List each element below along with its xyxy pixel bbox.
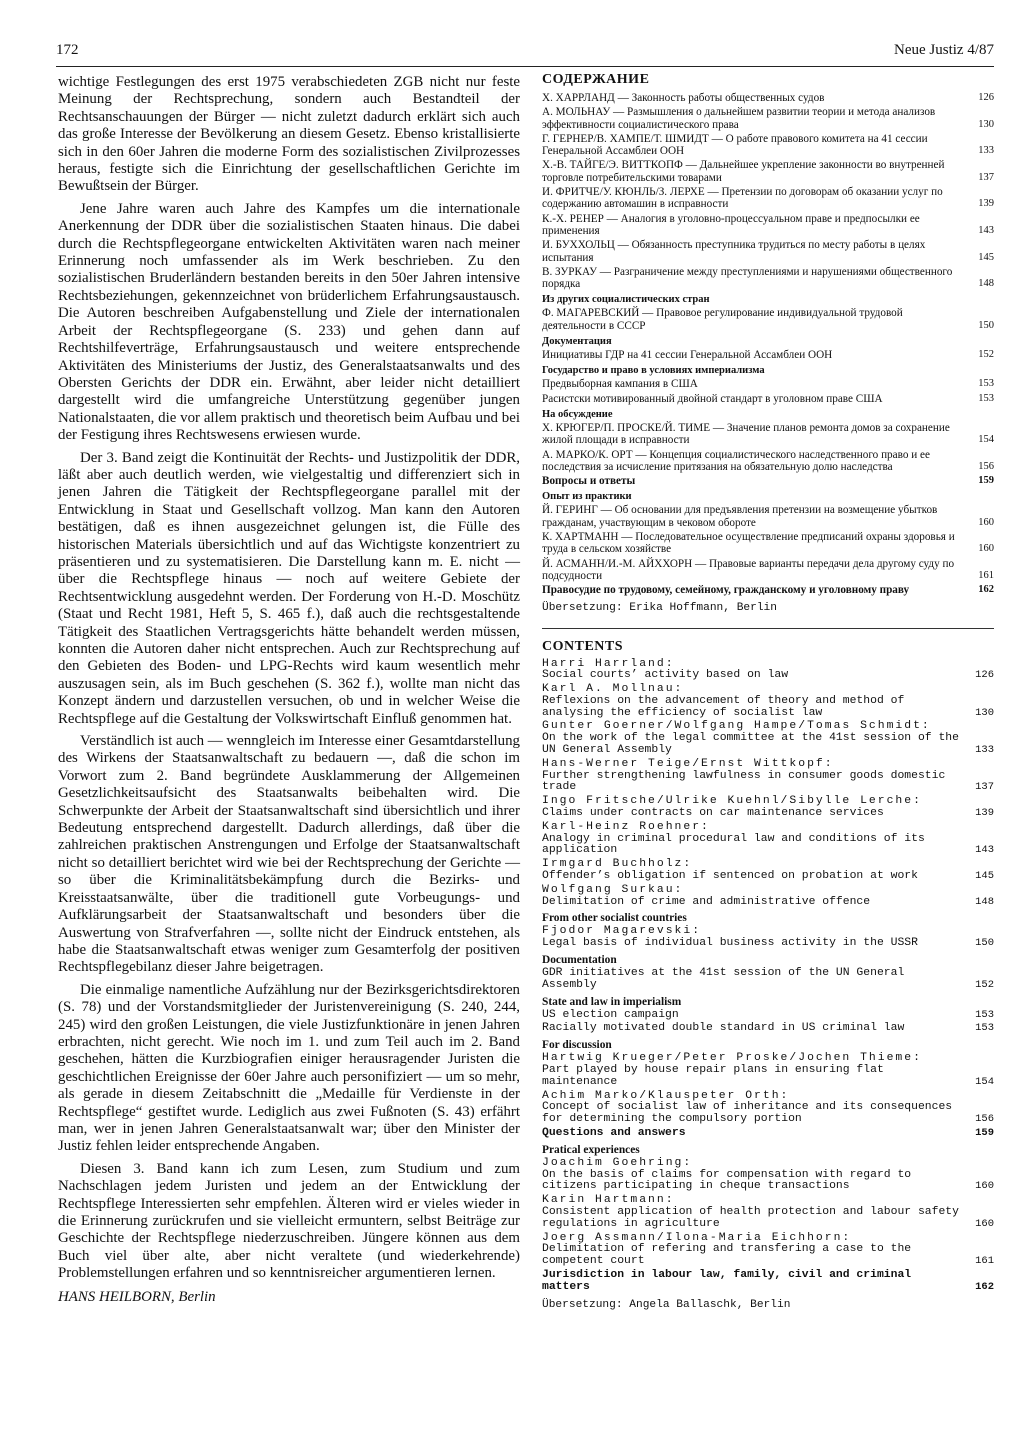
contents-entry-page: 139 (975, 807, 994, 820)
contents-entry (542, 186, 994, 211)
contents-entry-page: 133 (978, 145, 994, 157)
contents-entry-page: 160 (975, 1180, 994, 1193)
contents-entry-author: Joachim Goehring: (542, 1156, 693, 1169)
contents-entry (542, 684, 994, 719)
contents-entry-page: 156 (975, 1113, 994, 1126)
section-divider (542, 628, 994, 629)
contents-entry-title: Расистски мотивированный двойной стандарт в уголовном праве США (542, 392, 883, 405)
contents-entry-title: Racially motivated double standard in US criminal law (542, 1022, 905, 1035)
contents-entry-page: 137 (975, 781, 994, 794)
contents-entry (542, 1158, 994, 1193)
contents-entry (542, 378, 994, 390)
contents-entry (542, 859, 994, 883)
english-contents-list (542, 659, 994, 1294)
contents-entry-page: 150 (978, 319, 994, 331)
contents-entry (542, 531, 994, 556)
contents-entry (542, 159, 994, 184)
contents-entry (542, 1195, 994, 1230)
contents-entry-page: 130 (978, 118, 994, 130)
contents-category: На обсуждение (542, 408, 613, 420)
contents-entry-title: Ф. МАГАРЕВСКИЙ — Правовое регулирование индивидуальной трудовой деятельности в СССР (542, 307, 903, 332)
russian-contents-heading: СОДЕРЖАНИЕ (542, 72, 650, 87)
english-translator-credit: Übersetzung: Angela Ballaschk, Berlin (542, 1298, 791, 1311)
contents-entry (542, 92, 994, 104)
contents-category-entry (542, 584, 994, 596)
contents-entry-title: Legal basis of individual business activity in the USSR (542, 937, 918, 950)
contents-entry-title: Questions and answers (542, 1127, 686, 1139)
contents-entry-title: Delimitation of crime and administrative offence (542, 895, 871, 908)
english-contents-heading: CONTENTS (542, 638, 624, 654)
journal-issue: Neue Justiz 4/87 (894, 42, 994, 58)
contents-entry (542, 659, 994, 683)
contents-entry-page: 143 (975, 844, 994, 857)
contents-entry-title: Х. КРЮГЕР/П. ПРОСКЕ/Й. ТИМЕ — Значение планов ремонта домов за сохранение жилой площади в исправности (542, 421, 950, 447)
contents-entry-title: А. МОЛЬНАУ — Размышления о дальнейшем развитии теории и метода анализов эффективности социалистического права (542, 106, 936, 131)
contents-entry (542, 239, 994, 264)
contents-entry-title: Предвыборная кампания в США (542, 378, 698, 391)
contents-entry-page: 154 (978, 434, 994, 446)
contents-category: Документация (542, 336, 612, 348)
contents-entry (542, 133, 994, 158)
contents-category: State and law in imperialism (542, 995, 682, 1008)
contents-entry-page: 161 (975, 1255, 994, 1268)
contents-entry-page: 145 (975, 870, 994, 883)
contents-category: Из других социалистических стран (542, 294, 710, 306)
contents-entry-title: Claims under contracts on car maintenance services (542, 807, 884, 820)
contents-entry-title: Инициативы ГДР на 41 сессии Генеральной Ассамблеи ООН (542, 349, 833, 362)
contents-entry-title: Jurisdiction in labour law, family, civil and criminal matters (542, 1268, 912, 1293)
contents-entry-page: 159 (978, 475, 994, 487)
review-signature: HANS HEILBORN, Berlin (58, 1288, 216, 1305)
contents-entry-title: Concept of socialist law of inheritance and its consequences for determining the compulsory portion (542, 1101, 953, 1126)
contents-entry-title: Й. ГЕРИНГ — Об основании для предъявления претензии на возмещение убытков гражданам, участвующим в чековом обороте (542, 504, 938, 529)
contents-entry (542, 796, 994, 820)
contents-entry-page: 137 (978, 171, 994, 183)
contents-entry (542, 1233, 994, 1268)
contents-entry-author: Achim Marko/Klauspeter Orth: (542, 1089, 790, 1102)
contents-entry-page: 162 (975, 1280, 994, 1293)
russian-translator-credit: Übersetzung: Erika Hoffmann, Berlin (542, 601, 777, 614)
contents-entry (542, 422, 994, 447)
review-article-column (58, 74, 520, 1311)
contents-entry-page: 159 (975, 1127, 994, 1139)
contents-entry (542, 759, 994, 794)
contents-entry (542, 213, 994, 238)
contents-entry-title: Reflexions on the advancement of theory and method of analysing the efficiency of socialist law (542, 694, 905, 719)
contents-entry-title: Analogy in criminal procedural law and conditions of its application (542, 832, 925, 857)
contents-category: Pratical experiences (542, 1143, 640, 1156)
contents-category-entry (542, 1270, 994, 1294)
contents-entry-title: К. ХАРТМАНН — Последовательное осуществление предписаний охраны здоровья и труда в сельском хозяйстве (542, 531, 955, 556)
contents-entry-page: 153 (975, 1008, 994, 1021)
contents-entry (542, 1091, 994, 1126)
contents-entry-page: 153 (978, 392, 994, 404)
contents-entry (542, 926, 994, 950)
page-number: 172 (56, 42, 79, 58)
contents-entry-title: Г. ГЕРНЕР/В. ХАМПЕ/Т. ШМИДТ — О работе правового комитета на 41 сессии Генеральной Ассамблеи ООН (542, 132, 928, 158)
contents-entry-page: 133 (975, 744, 994, 757)
contents-entry-title: Х. ХАРРЛАНД — Законность работы общественных судов (542, 92, 825, 104)
english-contents (542, 639, 994, 1311)
contents-category: Documentation (542, 954, 617, 967)
contents-entry (542, 558, 994, 583)
contents-entry-title: US election campaign (542, 1008, 679, 1021)
contents-entry-author: Karl A. Mollnau: (542, 683, 684, 696)
contents-entry-page: 148 (978, 278, 994, 290)
contents-entry-page: 161 (978, 569, 994, 581)
contents-category: Опыт из практики (542, 491, 632, 503)
contents-entry (542, 393, 994, 405)
contents-entry-title: Й. АСМАНН/И.-М. АЙХХОРН — Правовые варианты передачи дела другому суду по подсудности (542, 557, 955, 582)
contents-entry-title: On the basis of claims for compensation with regard to citizens participating in cheque transactions (542, 1168, 912, 1193)
contents-entry-title: К.-Х. РЕНЕР — Аналогия в уголовно-процессуальном праве и предпосылки ее применения (542, 212, 920, 237)
contents-entry-page: 160 (978, 516, 994, 528)
russian-contents-list (542, 92, 994, 597)
contents-entry-page: 156 (978, 460, 994, 472)
contents-entry-title: В. ЗУРКАУ — Разграничение между преступлениями и нарушениями общественного порядка (542, 265, 953, 291)
contents-column (542, 72, 994, 1311)
contents-entry-title: И. ФРИТЧЕ/У. КЮНЛЬ/З. ЛЕРХЕ — Претензии по договорам об оказании услуг по содержанию автомашин в исправности (542, 186, 943, 211)
contents-entry-title: On the work of the legal committee at the 41st session of the UN General Assembly (542, 732, 959, 757)
contents-entry-author: Irmgard Buchholz: (542, 858, 693, 871)
contents-entry (542, 822, 994, 857)
contents-category-entry (542, 475, 994, 487)
contents-entry (542, 1023, 994, 1035)
contents-entry-title: Delimitation of refering and transfering a case to the competent court (542, 1243, 912, 1268)
contents-entry-title: Part played by house repair plans in ensuring flat maintenance (542, 1064, 884, 1088)
contents-entry-author: Ingo Fritsche/Ulrike Kuehnl/Sibylle Lerche: (542, 795, 922, 808)
contents-entry-author: Fjodor Magarevski: (542, 925, 702, 938)
review-paragraph: wichtige Festlegungen des erst 1975 verabschiedeten ZGB nicht nur feste Meinung der Rechtsprechung, sondern auch Bestandteil der Rechtsanschauungen der Bürger — nicht zuletzt dadurch erklärt sich auch das große Interesse der Bevölkerung an diesem Gesetz. Ebenso kristallisierte sich in den 60er Jahren die moderne Form des sozialistischen Zivilprozesses heraus, festigte sich die Einrichtung der gesellschaftlichen Gerichte im Bewußtsein der Bürger. (58, 74, 520, 195)
contents-entry-page: 130 (975, 706, 994, 719)
review-paragraph: Diesen 3. Band kann ich zum Lesen, zum Studium und zum Nachschlagen jedem Juristen und jedem an der Entwicklung der Rechtspflege Interessierten sehr empfehlen. Älteren wird er vieles wieder in die Erinnerung zurückrufen und sie vielleicht ermuntern, selbst Beiträge zur Geschichte der Rechtspflege niederzuschreiben. Jüngere können aus dem Buch viel über alte, aber nicht veraltete (und wiederkehrende) Problemstellungen erfahren und so kenntnisreicher argumentieren lernen. (58, 1160, 520, 1282)
contents-entry-page: 139 (978, 198, 994, 210)
contents-entry-author: Harri Harrland: (542, 657, 675, 670)
contents-entry-title: И. БУХХОЛЬЦ — Обязанность преступника трудиться по месту работы в целях испытания (542, 239, 926, 264)
contents-entry-page: 152 (975, 978, 994, 991)
contents-entry-page: 150 (975, 937, 994, 950)
contents-entry-page: 126 (975, 669, 994, 682)
contents-entry-page: 152 (978, 349, 994, 361)
contents-entry-page: 143 (978, 224, 994, 236)
contents-entry-title: Consistent application of health protection and labour safety regulations in agriculture (542, 1205, 959, 1230)
contents-entry (542, 1010, 994, 1022)
contents-entry-page: 162 (978, 584, 994, 596)
contents-category: For discussion (542, 1039, 612, 1052)
contents-entry-author: Joerg Assmann/Ilona-Maria Eichhorn: (542, 1231, 852, 1244)
contents-entry-title: Offender’s obligation if sentenced on probation at work (542, 870, 918, 883)
contents-entry-title: Social courts’ activity based on law (542, 669, 789, 682)
contents-entry-author: Wolfgang Surkau: (542, 883, 684, 896)
contents-entry (542, 1053, 994, 1088)
contents-entry-author: Gunter Goerner/Wolfgang Hampe/Tomas Schmidt: (542, 720, 931, 733)
contents-entry-author: Hartwig Krueger/Peter Proske/Jochen Thieme: (542, 1052, 922, 1065)
contents-entry-page: 160 (978, 543, 994, 555)
contents-entry (542, 504, 994, 529)
contents-entry-page: 160 (975, 1217, 994, 1230)
contents-entry-author: Hans-Werner Teige/Ernst Wittkopf: (542, 757, 834, 770)
contents-entry-title: Further strengthening lawfulness in consumer goods domestic trade (542, 769, 946, 794)
review-paragraph: Jene Jahre waren auch Jahre des Kampfes um die internationale Anerkennung der DDR über die sozialistischen Staaten hinaus. Die dabei durch die Rechtspflegeorgane entwickelten Aktivitäten waren nach meiner Erinnerung noch umfassender als im Werk beschrieben. Zu den sozialistischen Bruderländern bestanden bereits in den 50er Jahren intensive Rechtsbeziehungen, gekennzeichnet von brüderlichem Erfahrungsaustausch. Die Autoren beschreiben Aufgabenstellung und Ziele der internationalen Arbeit der Rechtspflegeorgane (S. 233) und gehen dann auf Rechtshilfeverträge, Erfahrungsaustausch und weitere entsprechende Aktivitäten des Ministeriums der Justiz, des Generalstaatsanwalts und des Obersten Gerichts der DDR ein. Erwähnt, aber leider nicht detailliert dargestellt wird die umfangreiche Unterstützung gegenüber jungen Nationalstaaten, die vor allem praktisch und theoretisch beim Aufbau und bei der Festigung ihres Rechtswesens erwiesen wurde. (58, 200, 520, 444)
contents-entry-page: 153 (978, 378, 994, 390)
contents-entry (542, 449, 994, 474)
contents-entry-title: А. МАРКО/К. ОРТ — Концепция социалистического наследственного право и ее последствия за исчисление притязания на обязательную долю наследства (542, 448, 930, 473)
contents-entry-author: Karl-Heinz Roehner: (542, 820, 710, 833)
contents-entry-page: 126 (978, 92, 994, 103)
contents-entry-title: GDR initiatives at the 41st session of the UN General Assembly (542, 967, 905, 991)
contents-entry-title: Х.-В. ТАЙГЕ/Э. ВИТТКОПФ — Дальнейшее укрепление законности во внутренней торговле потребительскими товарами (542, 159, 945, 184)
page-header (56, 38, 994, 67)
contents-entry-page: 145 (978, 251, 994, 263)
contents-entry-title: Правосудие по трудовому, семейному, гражданскому и уголовному праву (542, 584, 910, 597)
contents-entry-page: 153 (975, 1022, 994, 1035)
contents-entry-title: Вопросы и ответы (542, 475, 636, 488)
contents-entry (542, 266, 994, 291)
russian-contents (542, 72, 994, 614)
contents-entry (542, 349, 994, 361)
contents-entry-page: 154 (975, 1075, 994, 1088)
review-paragraph: Die einmalige namentliche Aufzählung nur der Bezirksgerichtsdirektoren (S. 78) und der Vorstandsmitglieder der Juristenvereinigung (S. 240, 244, 245) wird den großen Leistungen, die viele Justizfunktionäre in jenen Jahren erbrachten, nicht gerecht. Wie noch im 1. und zum Teil auch im 2. Band geschehen, hätten die Kurzbiografien einiger herausragender Juristen die geschichtlichen Ereignisse der 60er Jahre auch personifiziert — um so mehr, als gerade in diesem Zeitabschnitt die „Medaille für Verdienste in der Rechtspflege“ gestiftet wurde. Lediglich aus zwei Fußnoten (S. 43) erfährt man, wer in jenen Jahren Generalstaatsanwalt war; über den Minister der Justiz fehlen leider entsprechende Angaben. (58, 981, 520, 1155)
contents-entry (542, 106, 994, 131)
contents-category: Государство и право в условиях империализма (542, 365, 765, 377)
contents-entry (542, 307, 994, 332)
review-paragraph: Verständlich ist auch — wenngleich im Interesse einer Gesamtdarstellung des Wirkens der Staatsanwaltschaft zu bedauern —, daß die schon im Vorwort zum 2. Band begründete Ausklammerung der Allgemeinen Gesetzlichkeitsaufsicht des Staatsanwalts beibehalten wird. Die Schwerpunkte der Arbeit der Staatsanwaltschaft sind übersichtlich und ihrer Bedeutung entsprechend dargestellt. Dadurch allerdings, daß über die zahlreichen praktischen Anstrengungen und Erfolge der Staatsanwaltschaft nicht so detailliert berichtet wird wie bei der Rechtsprechung der Gerichte — so über die Kriminalitätsbekämpfung durch die Bezirks- und Kreisstaatsanwälte, über die traditionell gute Vorbeugungs- und Aufklärungsarbeit der Staatsanwaltschaft und besonders über die Auswertung von Strafverfahren —, sollte nicht der Eindruck entstehen, als habe die Staatsanwaltschaft etwas weniger zum Gesamterfolg der positiven Rechtspflegebilanz dieser Jahre beigetragen. (58, 733, 520, 976)
contents-entry (542, 885, 994, 909)
contents-category-entry (542, 1128, 994, 1140)
review-paragraph: Der 3. Band zeigt die Kontinuität der Rechts- und Justizpolitik der DDR, läßt aber auch deutlich werden, wie vielgestaltig und differenziert sich in jenen Jahren die Tätigkeit der Rechtspflegeorgane parallel mit der Entwicklung in Staat und Gesellschaft vollzog. Man kann den Autoren bestätigen, daß es ihnen ausgezeichnet gelungen ist, die Fülle des historischen Materials übersichtlich und auf das Wichtigste konzentriert zu präsentieren und zu systematisieren. Die Darstellung kann m. E. nicht — über die Rechtspflege hinaus — noch auf weitere Gebiete der Rechtsentwicklung ausgedehnt werden. Der Forderung von H.-D. Moschütz (Staat und Recht 1981, Heft 5, S. 465 f.), daß auch die rechtsgestaltende Tätigkeit des Staatlichen Vertragsgerichts hätte behandelt werden müssen, konnten die Autoren daher nicht entsprechen. Auch zur Rechtsprechung auf den Gebieten des Boden- und LPG-Rechts wird kaum wesentlich mehr auszusagen sein, als im Buch geschehen (S. 362 f.), wollte man nicht das Konzept ändern und darzustellen versuchen, ob und in welcher Weise die Rechtspflege auf die Gestaltung der Volkswirtschaft Einfluß genommen hat. (58, 449, 520, 727)
contents-entry-page: 148 (975, 895, 994, 908)
contents-category: From other socialist countries (542, 912, 687, 925)
contents-entry-author: Karin Hartmann: (542, 1194, 675, 1207)
contents-entry (542, 968, 994, 992)
contents-entry (542, 721, 994, 756)
